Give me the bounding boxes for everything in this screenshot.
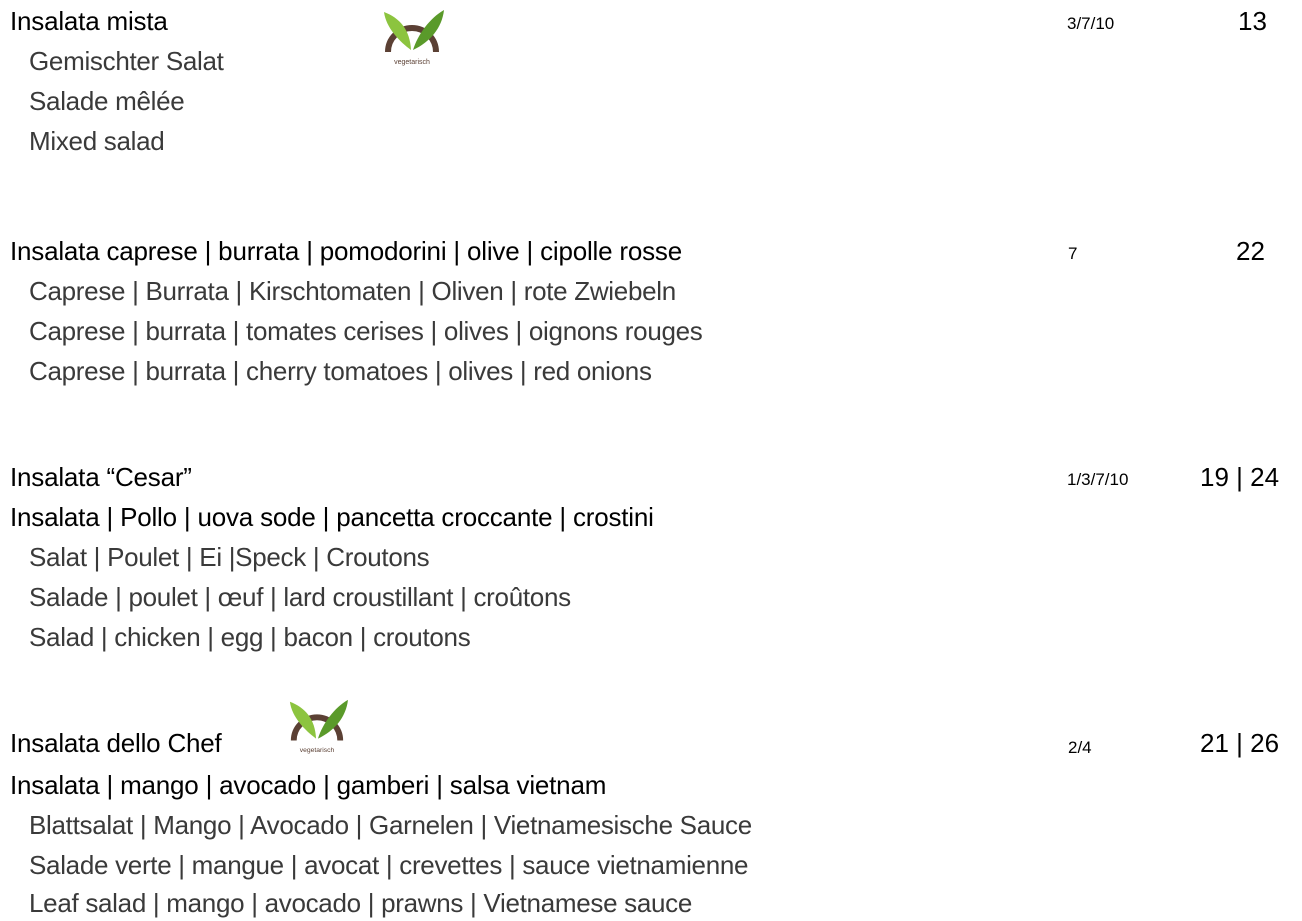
translation-fr: Salade | poulet | œuf | lard croustillant | croûtons bbox=[29, 582, 571, 612]
translation-de: Caprese | Burrata | Kirschtomaten | Oliven | rote Zwiebeln bbox=[29, 276, 676, 306]
allergen-codes: 2/4 bbox=[1068, 738, 1092, 757]
menu-item-insalata-cesar bbox=[0, 456, 1302, 666]
veg-badge-label: vegetarisch bbox=[394, 59, 430, 66]
menu-item-title: Insalata mista bbox=[10, 6, 168, 36]
translation-en: Salad | chicken | egg | bacon | croutons bbox=[29, 622, 471, 652]
menu-item-insalata-caprese bbox=[0, 230, 1302, 400]
translation-fr: Caprese | burrata | tomates cerises | olives | oignons rouges bbox=[29, 316, 703, 346]
menu-item-insalata-dello-chef bbox=[0, 690, 1302, 921]
menu-item-insalata-mista bbox=[0, 0, 1302, 180]
menu-item-subtitle: Insalata | mango | avocado | gamberi | salsa vietnam bbox=[10, 770, 607, 800]
price: 21 | 26 bbox=[1200, 728, 1280, 758]
translation-fr: Salade verte | mangue | avocat | crevettes | sauce vietnamienne bbox=[29, 850, 749, 880]
menu-item-title: Insalata caprese | burrata | pomodorini | olive | cipolle rosse bbox=[10, 236, 682, 266]
menu-item-title: Insalata “Cesar” bbox=[10, 462, 192, 492]
translation-de: Gemischter Salat bbox=[29, 46, 224, 76]
translation-en: Mixed salad bbox=[29, 126, 165, 156]
price: 19 | 24 bbox=[1200, 462, 1280, 492]
translation-fr: Salade mêlée bbox=[29, 86, 185, 116]
allergen-codes: 7 bbox=[1068, 244, 1078, 263]
allergen-codes: 1/3/7/10 bbox=[1067, 470, 1129, 489]
allergen-codes: 3/7/10 bbox=[1067, 14, 1115, 33]
translation-de: Blattsalat | Mango | Avocado | Garnelen | Vietnamesische Sauce bbox=[29, 810, 752, 840]
veg-badge-label: vegetarisch bbox=[299, 747, 335, 755]
translation-en: Leaf salad | mango | avocado | prawns | Vietnamese sauce bbox=[29, 888, 693, 918]
menu-item-subtitle: Insalata | Pollo | uova sode | pancetta croccante | crostini bbox=[10, 502, 654, 532]
vegetarian-leaf-icon bbox=[284, 696, 350, 756]
translation-de: Salat | Poulet | Ei |Speck | Croutons bbox=[29, 542, 430, 572]
menu-item-title: Insalata dello Chef bbox=[10, 728, 222, 758]
price: 22 bbox=[1236, 236, 1265, 266]
translation-en: Caprese | burrata | cherry tomatoes | olives | red onions bbox=[29, 356, 652, 386]
vegetarian-leaf-icon bbox=[378, 6, 446, 68]
price: 13 bbox=[1238, 6, 1267, 36]
